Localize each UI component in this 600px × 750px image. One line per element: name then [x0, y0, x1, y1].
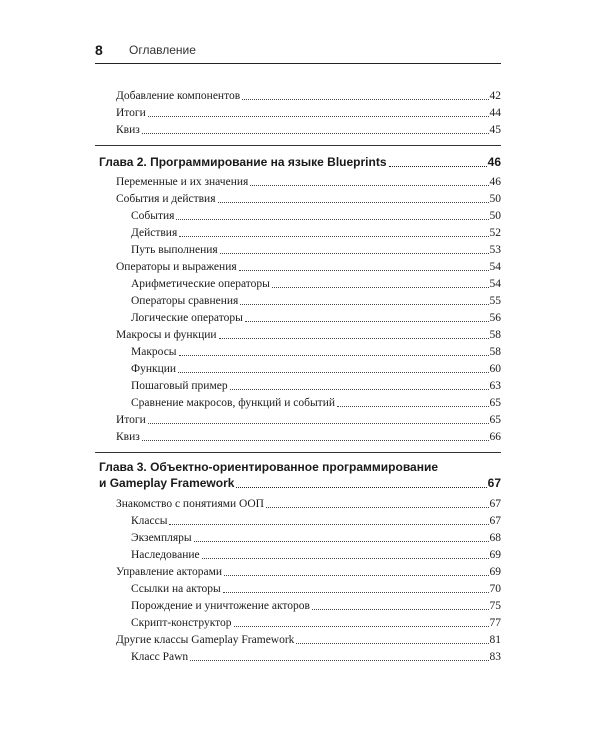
toc-subentry[interactable]: Экземпляры 68: [131, 532, 501, 544]
toc-subentry[interactable]: Логические операторы 56: [131, 312, 501, 324]
dot-leader: [312, 609, 489, 610]
dot-leader: [176, 219, 488, 220]
chapter-divider: [95, 145, 501, 146]
toc-entry[interactable]: Квиз 45: [116, 124, 501, 136]
toc-subentry[interactable]: Ссылки на акторы 70: [131, 583, 501, 595]
dot-leader: [148, 116, 489, 117]
dot-leader: [218, 202, 489, 203]
toc-subentry[interactable]: Арифметические операторы 54: [131, 278, 501, 290]
dot-leader: [250, 185, 488, 186]
dot-leader: [142, 440, 489, 441]
dot-leader: [223, 592, 489, 593]
toc-subentry[interactable]: Сравнение макросов, функций и событий 65: [131, 397, 501, 409]
dot-leader: [220, 253, 489, 254]
dot-leader: [224, 575, 489, 576]
dot-leader: [148, 423, 489, 424]
dot-leader: [234, 626, 489, 627]
dot-leader: [179, 236, 488, 237]
toc-entry[interactable]: Макросы и функции 58: [116, 329, 501, 341]
toc-subentry[interactable]: События 50: [131, 210, 501, 222]
toc-subentry[interactable]: Функции 60: [131, 363, 501, 375]
toc-subentry[interactable]: Классы 67: [131, 515, 501, 527]
toc-entry[interactable]: Квиз 66: [116, 431, 501, 443]
chapter-heading[interactable]: Глава 3. Объектно-ориентированное программирование и Gameplay Framework 67: [99, 460, 501, 490]
dot-leader: [202, 558, 489, 559]
dot-leader: [190, 660, 488, 661]
dot-leader: [179, 355, 489, 356]
dot-leader: [389, 166, 487, 167]
dot-leader: [266, 507, 489, 508]
dot-leader: [239, 270, 489, 271]
toc-subentry[interactable]: Операторы сравнения 55: [131, 295, 501, 307]
toc-entry[interactable]: События и действия 50: [116, 193, 501, 205]
toc-entry[interactable]: Итоги 44: [116, 107, 501, 119]
dot-leader: [272, 287, 489, 288]
dot-leader: [245, 321, 489, 322]
chapter-divider: [95, 452, 501, 453]
dot-leader: [142, 133, 489, 134]
toc-subentry[interactable]: Порождение и уничтожение акторов 75: [131, 600, 501, 612]
running-header-title: Оглавление: [129, 43, 196, 57]
page-number: 8: [95, 42, 103, 58]
toc-entry[interactable]: Знакомство с понятиями ООП 67: [116, 498, 501, 510]
toc-entry[interactable]: Управление акторами 69: [116, 566, 501, 578]
toc-entry[interactable]: Операторы и выражения 54: [116, 261, 501, 273]
chapter-heading[interactable]: Глава 2. Программирование на языке Blueprints 46: [99, 155, 501, 169]
toc-subentry[interactable]: Действия 52: [131, 227, 501, 239]
running-header: [95, 40, 501, 60]
toc-entry[interactable]: Переменные и их значения 46: [116, 176, 501, 188]
dot-leader: [178, 372, 488, 373]
dot-leader: [194, 541, 489, 542]
toc-subentry[interactable]: Макросы 58: [131, 346, 501, 358]
dot-leader: [219, 338, 489, 339]
toc-entry[interactable]: Добавление компонентов 42: [116, 90, 501, 102]
header-rule: [95, 63, 501, 64]
toc-entry[interactable]: Итоги 65: [116, 414, 501, 426]
toc-subentry[interactable]: Наследование 69: [131, 549, 501, 561]
toc-subentry[interactable]: Класс Pawn 83: [131, 651, 501, 663]
dot-leader: [169, 524, 488, 525]
dot-leader: [337, 406, 488, 407]
toc-subentry[interactable]: Путь выполнения 53: [131, 244, 501, 256]
dot-leader: [230, 389, 489, 390]
dot-leader: [242, 99, 488, 100]
dot-leader: [236, 487, 486, 488]
dot-leader: [296, 643, 488, 644]
toc-subentry[interactable]: Скрипт-конструктор 77: [131, 617, 501, 629]
toc-subentry[interactable]: Пошаговый пример 63: [131, 380, 501, 392]
toc-entry[interactable]: Другие классы Gameplay Framework 81: [116, 634, 501, 646]
dot-leader: [240, 304, 488, 305]
